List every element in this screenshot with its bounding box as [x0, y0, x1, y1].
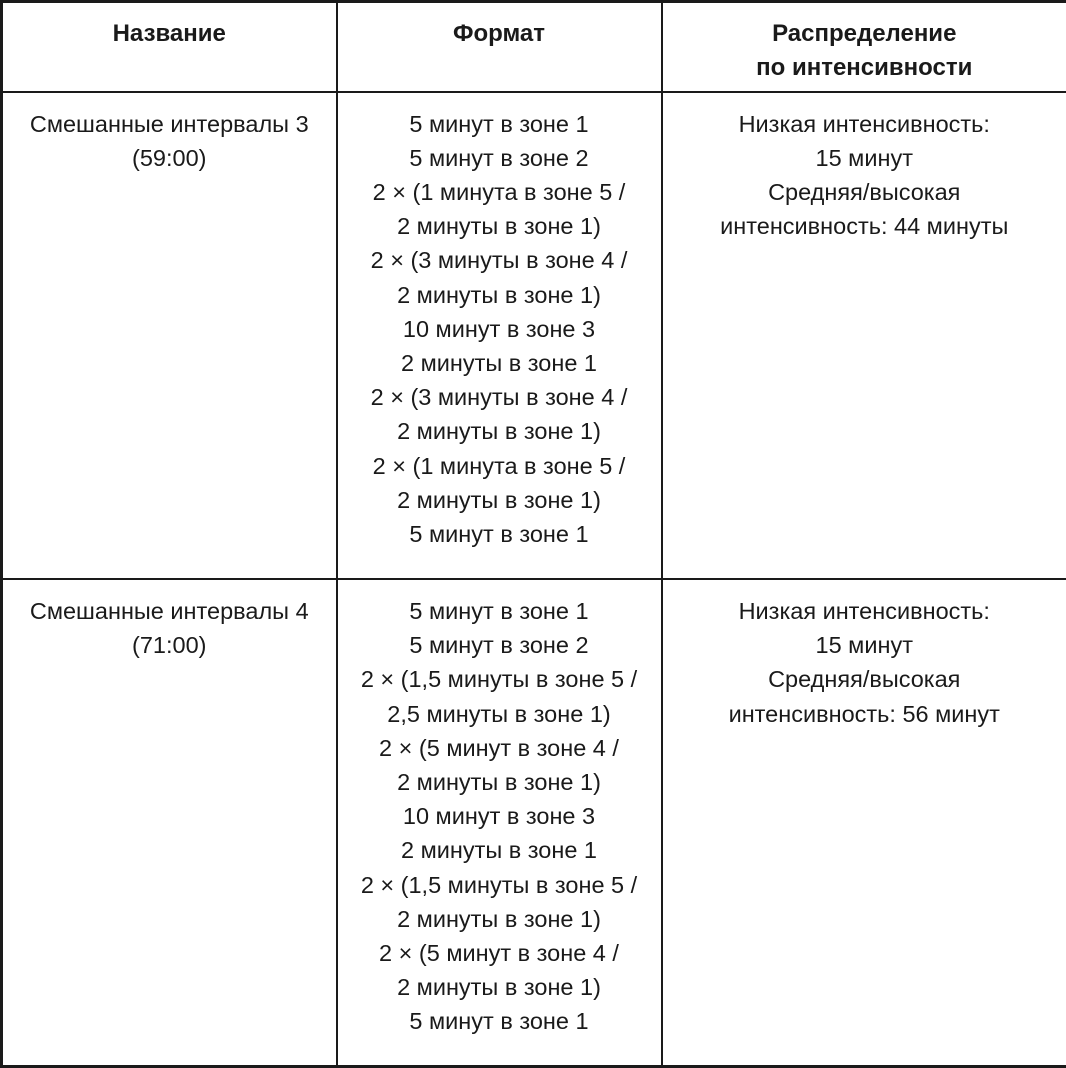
- workout-duration: (59:00): [132, 144, 207, 171]
- distribution-line: Низкая интенсивность:: [738, 598, 990, 624]
- cell-name: [2, 92, 337, 580]
- format-line: 2,5 минуты в зоне 1): [387, 700, 611, 727]
- cell-distribution: [662, 579, 1066, 1067]
- workout-name: Смешанные интервалы 4: [29, 598, 309, 624]
- distribution-line: 15 минут: [815, 632, 913, 659]
- distribution-line: Средняя/высокая: [768, 178, 961, 205]
- cell-format: [337, 579, 662, 1067]
- format-line: 5 минут в зоне 2: [409, 632, 589, 659]
- distribution-line: Низкая интенсивность:: [738, 110, 990, 137]
- format-line: 2 × (1,5 минуты в зоне 5 /: [360, 666, 638, 693]
- format-line: 2 минуты в зоне 1): [397, 418, 601, 445]
- format-line: 5 минут в зоне 1: [409, 520, 589, 547]
- distribution-line: 15 минут: [815, 144, 913, 171]
- header-format-text: Формат: [452, 20, 546, 47]
- format-line: 2 × (3 минуты в зоне 4 /: [370, 247, 628, 274]
- format-line: 2 × (1 минута в зоне 5 /: [372, 178, 626, 205]
- cell-name: [2, 579, 337, 1067]
- format-line: 2 минуты в зоне 1): [397, 974, 601, 1001]
- format-line: 2 минуты в зоне 1: [400, 837, 598, 864]
- format-line: 2 минуты в зоне 1): [397, 769, 601, 796]
- format-line: 5 минут в зоне 2: [409, 144, 589, 171]
- header-row: [2, 2, 1066, 92]
- header-name: [2, 2, 337, 92]
- header-name-text: Название: [112, 20, 226, 47]
- format-line: 2 минуты в зоне 1): [397, 486, 601, 513]
- workout-duration: (71:00): [132, 632, 207, 659]
- format-line: 2 × (5 минут в зоне 4 /: [379, 940, 619, 967]
- header-format: [337, 2, 662, 92]
- format-line: 2 × (5 минут в зоне 4 /: [379, 734, 619, 761]
- header-distribution-line-1: Распределение: [772, 20, 957, 47]
- format-line: 10 минут в зоне 3: [402, 315, 596, 342]
- format-line: 2 минуты в зоне 1: [400, 349, 598, 376]
- cell-format: [337, 92, 662, 580]
- distribution-line: Средняя/высокая: [768, 666, 961, 693]
- format-line: 5 минут в зоне 1: [409, 110, 589, 137]
- format-line: 2 × (3 минуты в зоне 4 /: [370, 384, 628, 411]
- table-row: [2, 92, 1066, 580]
- workout-name: Смешанные интервалы 3: [29, 110, 309, 137]
- format-line: 10 минут в зоне 3: [402, 803, 596, 830]
- distribution-line: интенсивность: 44 минуты: [720, 213, 1009, 240]
- format-line: 2 минуты в зоне 1): [397, 905, 601, 932]
- header-distribution-line-2: по интенсивности: [756, 54, 973, 81]
- format-line: 2 × (1 минута в зоне 5 /: [372, 452, 626, 479]
- header-distribution: [662, 2, 1066, 92]
- format-line: 2 минуты в зоне 1): [397, 213, 601, 240]
- format-line: 2 минуты в зоне 1): [397, 281, 601, 308]
- distribution-line: интенсивность: 56 минут: [728, 700, 1000, 727]
- format-line: 2 × (1,5 минуты в зоне 5 /: [360, 871, 638, 898]
- format-line: 5 минут в зоне 1: [409, 598, 589, 624]
- format-line: 5 минут в зоне 1: [409, 1008, 589, 1035]
- cell-distribution: [662, 92, 1066, 580]
- table-row: [2, 579, 1066, 1067]
